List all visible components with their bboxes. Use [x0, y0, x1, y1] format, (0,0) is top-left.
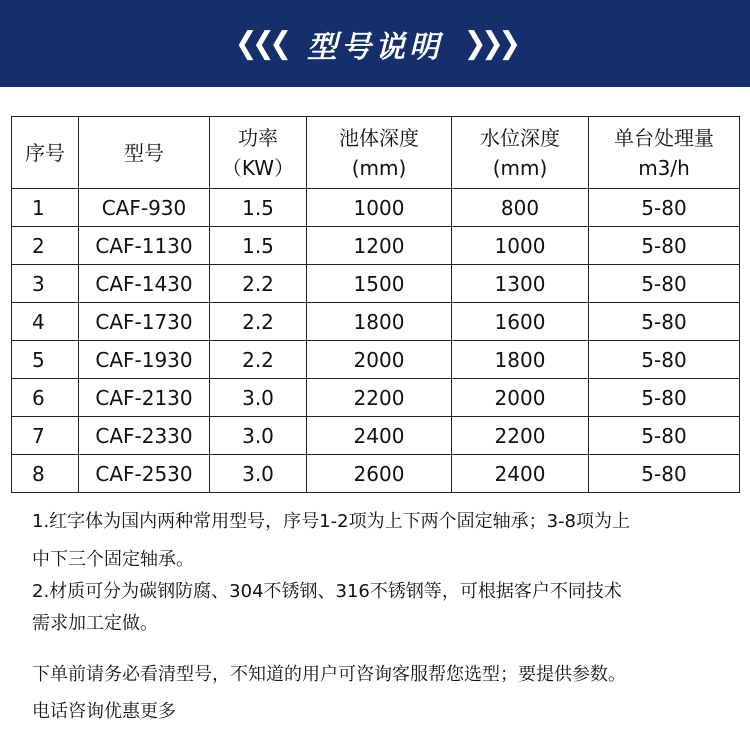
cell-model: CAF-1930 — [79, 341, 210, 379]
note-2-line-2: 需求加工定做。 — [32, 613, 158, 634]
header-water-depth: 水位深度 (mm) — [452, 117, 589, 189]
table-row — [12, 379, 740, 417]
cell-tank-depth: 1500 — [307, 265, 452, 303]
cell-index: 3 — [12, 265, 79, 303]
cell-power: 3.0 — [210, 379, 307, 417]
cell-power: 2.2 — [210, 303, 307, 341]
cell-model: CAF-2330 — [79, 417, 210, 455]
cell-capacity: 5-80 — [589, 227, 740, 265]
cell-water-depth: 2400 — [452, 455, 589, 493]
cell-index: 6 — [12, 379, 79, 417]
cell-water-depth: 2000 — [452, 379, 589, 417]
cell-water-depth: 2200 — [452, 417, 589, 455]
note-1-line-2: 中下三个固定轴承。 — [32, 549, 194, 570]
header-model: 型号 — [79, 117, 210, 189]
cell-water-depth: 1800 — [452, 341, 589, 379]
cell-index: 2 — [12, 227, 79, 265]
cell-capacity: 5-80 — [589, 455, 740, 493]
table-row — [12, 455, 740, 493]
cell-capacity: 5-80 — [589, 265, 740, 303]
header-banner — [0, 0, 750, 87]
spec-table — [11, 116, 740, 493]
note-1-line-1: 1.红字体为国内两种常用型号，序号1-2项为上下两个固定轴承；3-8项为上 — [32, 511, 630, 532]
chevrons-left-icon: ❮❮❮ — [234, 26, 287, 61]
header-power: 功率 （KW） — [210, 117, 307, 189]
cell-model: CAF-1430 — [79, 265, 210, 303]
cell-model: CAF-1730 — [79, 303, 210, 341]
cell-water-depth: 1300 — [452, 265, 589, 303]
cell-tank-depth: 2600 — [307, 455, 452, 493]
cell-tank-depth: 1200 — [307, 227, 452, 265]
table-row — [12, 227, 740, 265]
cell-index: 8 — [12, 455, 79, 493]
cell-capacity: 5-80 — [589, 379, 740, 417]
table-row — [12, 341, 740, 379]
table-row — [12, 189, 740, 227]
cell-model: CAF-2530 — [79, 455, 210, 493]
cell-water-depth: 1600 — [452, 303, 589, 341]
cell-capacity: 5-80 — [589, 417, 740, 455]
table-row — [12, 417, 740, 455]
cell-model: CAF-930 — [79, 189, 210, 227]
header-tank-depth: 池体深度 (mm) — [307, 117, 452, 189]
cell-tank-depth: 2200 — [307, 379, 452, 417]
table-header-row — [12, 117, 740, 189]
cell-index: 4 — [12, 303, 79, 341]
cell-capacity: 5-80 — [589, 303, 740, 341]
header-capacity: 单台处理量 m3/h — [589, 117, 740, 189]
cell-tank-depth: 2400 — [307, 417, 452, 455]
page-title: 型号说明 — [307, 29, 443, 65]
cell-power: 2.2 — [210, 341, 307, 379]
cell-model: CAF-1130 — [79, 227, 210, 265]
cell-water-depth: 800 — [452, 189, 589, 227]
table-row — [12, 303, 740, 341]
header-index: 序号 — [12, 117, 79, 189]
note-2-line-1: 2.材质可分为碳钢防腐、304不锈钢、316不锈钢等，可根据客户不同技术 — [32, 581, 622, 602]
phone-tip: 电话咨询优惠更多 — [32, 701, 176, 722]
cell-power: 2.2 — [210, 265, 307, 303]
notes-section — [32, 506, 732, 640]
cell-power: 3.0 — [210, 417, 307, 455]
cell-index: 1 — [12, 189, 79, 227]
cell-capacity: 5-80 — [589, 189, 740, 227]
order-tip: 下单前请务必看清型号，不知道的用户可咨询客服帮您选型；要提供参数。 — [32, 664, 626, 685]
cell-power: 1.5 — [210, 189, 307, 227]
cell-capacity: 5-80 — [589, 341, 740, 379]
table-row — [12, 265, 740, 303]
cell-power: 1.5 — [210, 227, 307, 265]
cell-model: CAF-2130 — [79, 379, 210, 417]
cell-water-depth: 1000 — [452, 227, 589, 265]
cell-tank-depth: 1000 — [307, 189, 452, 227]
cell-power: 3.0 — [210, 455, 307, 493]
cell-index: 5 — [12, 341, 79, 379]
cell-tank-depth: 1800 — [307, 303, 452, 341]
chevrons-right-icon: ❯❯❯ — [463, 26, 516, 61]
cell-tank-depth: 2000 — [307, 341, 452, 379]
cell-index: 7 — [12, 417, 79, 455]
header-title-group — [232, 22, 519, 66]
